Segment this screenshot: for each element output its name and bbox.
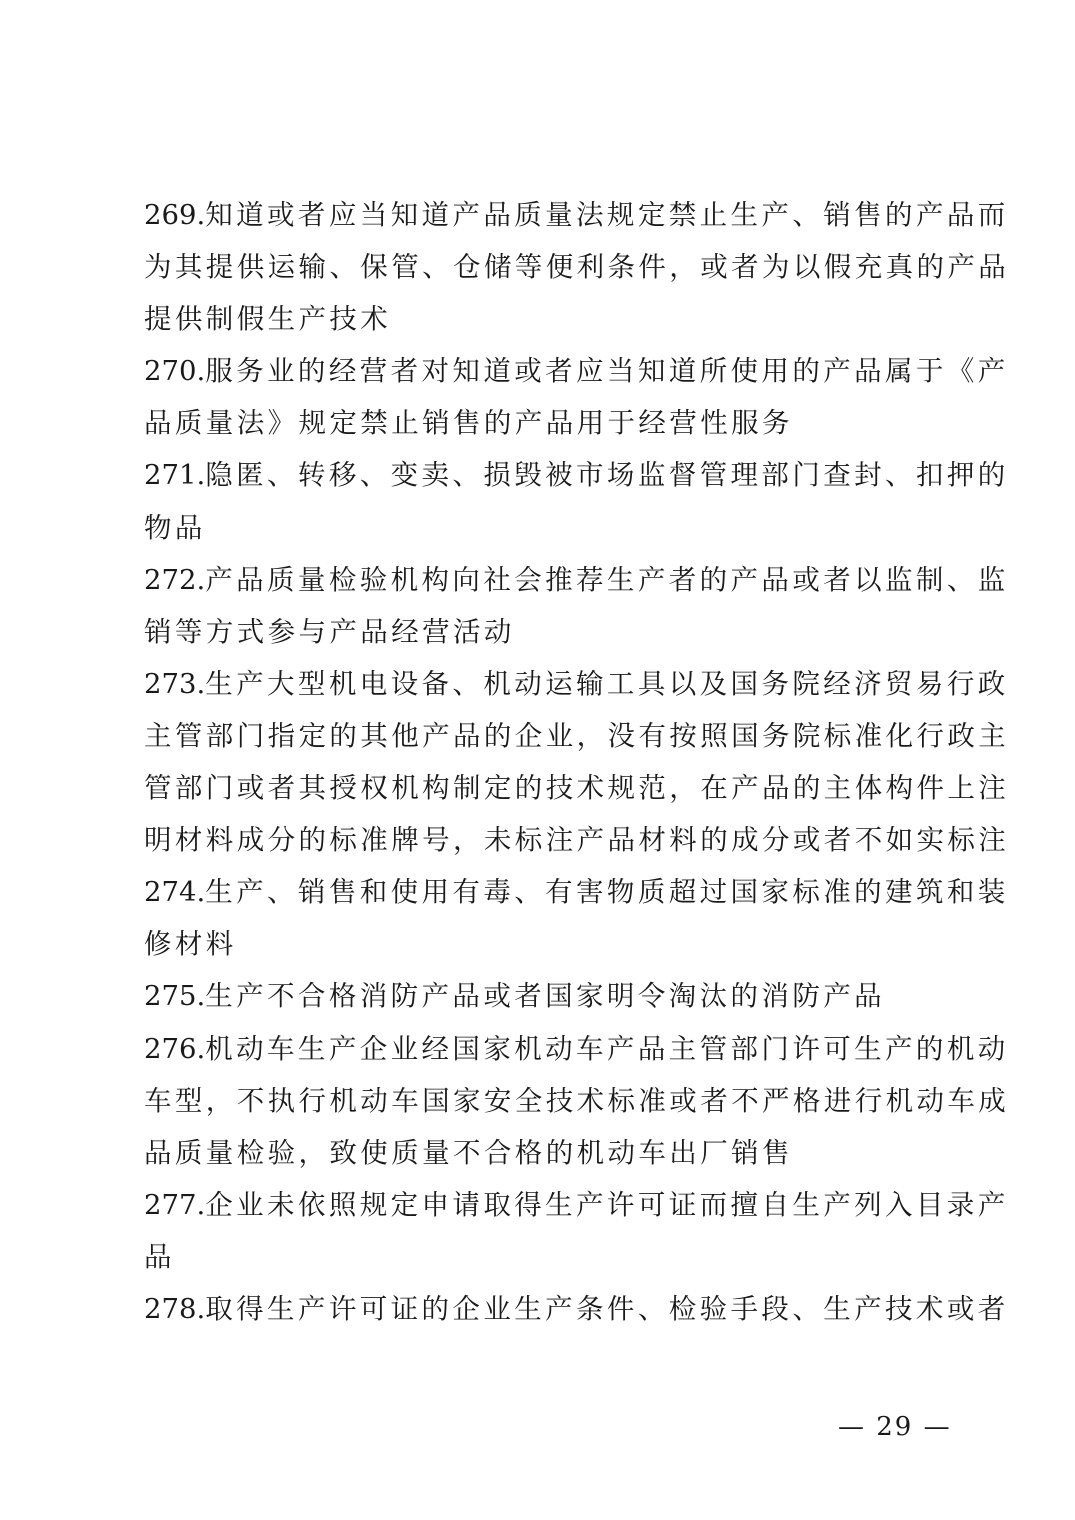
item-number: 273. xyxy=(144,667,206,700)
item-continuation: 销等方式参与产品经营活动 xyxy=(144,615,515,648)
item-continuation: 车型，不执行机动车国家安全技术标准或者不严格进行机动车成 xyxy=(144,1084,1010,1117)
list-item xyxy=(144,554,1009,606)
document-body xyxy=(144,189,1010,1335)
item-text: 知道或者应当知道产品质量法规定禁止生产、销售的产品而 xyxy=(205,199,1009,231)
item-number: 275. xyxy=(144,980,206,1013)
item-text: 生产大型机电设备、机动运输工具以及国务院经济贸易行政 xyxy=(205,667,1009,700)
item-number: 269. xyxy=(144,199,206,231)
item-continuation: 品质量检验，致使质量不合格的机动车出厂销售 xyxy=(144,1136,793,1169)
list-item xyxy=(144,970,944,1022)
item-text: 服务业的经营者对知道或者应当知道所使用的产品属于《产 xyxy=(205,355,1009,388)
item-number: 271. xyxy=(144,459,206,492)
item-text: 企业未依照规定申请取得生产许可证而擅自生产列入目录产 xyxy=(205,1188,1009,1221)
item-number: 276. xyxy=(144,1032,206,1065)
list-item xyxy=(144,189,1009,241)
item-text: 生产、销售和使用有毒、有害物质超过国家标准的建筑和装 xyxy=(205,876,1009,909)
list-item xyxy=(144,866,1009,918)
item-text: 机动车生产企业经国家机动车产品主管部门许可生产的机动 xyxy=(205,1032,1009,1065)
item-continuation: 品质量法》规定禁止销售的产品用于经营性服务 xyxy=(144,407,793,440)
item-continuation: 物品 xyxy=(144,511,206,544)
item-continuation: 主管部门指定的其他产品的企业，没有按照国务院标准化行政主 xyxy=(144,719,1010,752)
item-continuation: 提供制假生产技术 xyxy=(144,303,392,336)
list-item xyxy=(144,658,1009,710)
list-item xyxy=(144,1023,1009,1075)
item-number: 277. xyxy=(144,1188,206,1221)
item-continuation: 管部门或者其授权机构制定的技术规范，在产品的主体构件上注 xyxy=(144,772,1010,805)
item-text: 生产不合格消防产品或者国家明令淘汰的消防产品 xyxy=(205,980,886,1013)
item-text: 取得生产许可证的企业生产条件、检验手段、生产技术或者 xyxy=(205,1292,1009,1325)
item-text: 隐匿、转移、变卖、损毁被市场监督管理部门查封、扣押的 xyxy=(205,459,1009,492)
item-continuation: 为其提供运输、保管、仓储等便利条件，或者为以假充真的产品 xyxy=(144,251,1010,284)
item-number: 272. xyxy=(144,563,206,596)
item-number: 278. xyxy=(144,1292,206,1325)
list-item xyxy=(144,345,1009,397)
list-item xyxy=(144,1283,1009,1335)
page-number: — 29 — xyxy=(838,1412,952,1442)
item-text: 产品质量检验机构向社会推荐生产者的产品或者以监制、监 xyxy=(205,563,1009,596)
item-continuation: 品 xyxy=(144,1240,175,1273)
item-number: 274. xyxy=(144,876,206,909)
item-continuation: 修材料 xyxy=(144,928,237,961)
item-number: 270. xyxy=(144,355,206,388)
list-item xyxy=(144,1179,1009,1231)
item-continuation: 明材料成分的标准牌号，未标注产品材料的成分或者不如实标注 xyxy=(144,824,1010,857)
list-item xyxy=(144,449,1009,501)
